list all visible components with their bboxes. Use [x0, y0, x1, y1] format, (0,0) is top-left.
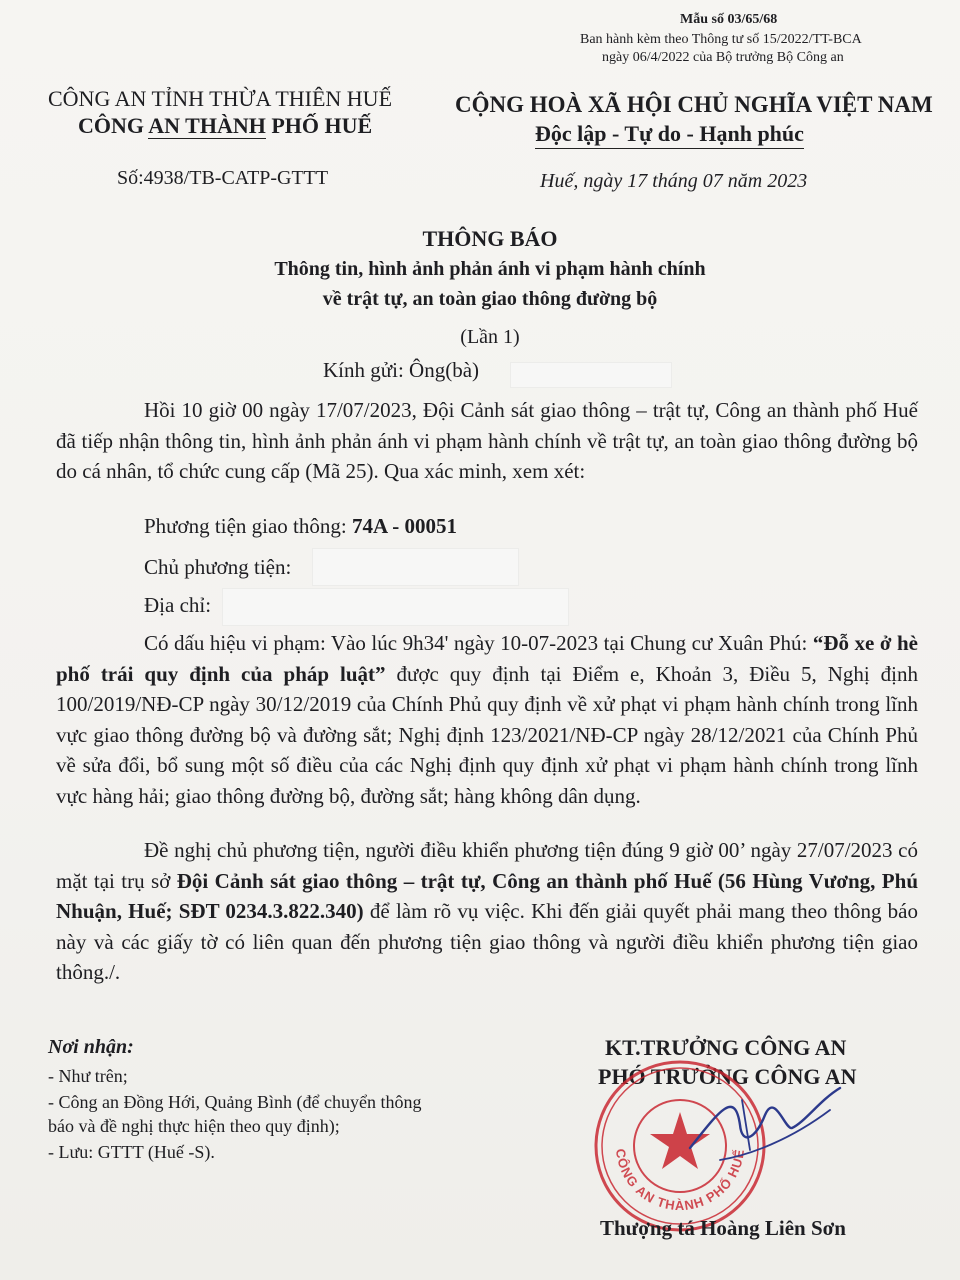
address-label: Địa chỉ:: [144, 593, 212, 617]
recipient-item-2b: báo và đề nghị thực hiện theo quy định);: [48, 1116, 340, 1136]
document-date: Huế, ngày 17 tháng 07 năm 2023: [540, 170, 808, 192]
form-reference-line2: ngày 06/4/2022 của Bộ trưởng Bộ Công an: [602, 50, 844, 65]
signer-name: Thượng tá Hoàng Liên Sơn: [600, 1216, 846, 1240]
signature-title-2: PHÓ TRƯỞNG CÔNG AN: [598, 1064, 857, 1089]
violation-text-a: Có dấu hiệu vi phạm: Vào lúc 9h34' ngày 10-07-2023 tại Chung cư Xuân Phú:: [144, 631, 813, 655]
issuer-agency-part2: AN THÀNH: [148, 113, 266, 138]
paragraph-request: [56, 835, 918, 988]
form-reference-line1: Ban hành kèm theo Thông tư số 15/2022/TT-BCA: [580, 32, 862, 47]
notice-subtitle-1: Thông tin, hình ảnh phản ánh vi phạm hành chính: [274, 258, 706, 280]
request-location: Đội Cảnh sát giao thông – trật tự, Công an thành phố Huế (56 Hùng Vương, Phú Nhuận, Huế; SĐT 0234.3.822.340): [56, 868, 918, 923]
issuer-agency-part1: CÔNG: [78, 113, 149, 138]
redacted-owner: [312, 548, 519, 586]
issuer-agency-part3: PHỐ HUẾ: [265, 113, 373, 138]
request-text-b: để làm rõ vụ việc. Khi đến giải quyết phải mang theo thông báo này và các giấy tờ có liên quan đến phương tiện giao thông và người điều khiển phương tiện giao thông./.: [56, 899, 918, 984]
recipient-label: Kính gửi: Ông(bà): [323, 358, 480, 382]
vehicle-label: Phương tiện giao thông:: [144, 514, 352, 538]
seal-text: CÔNG AN THÀNH PHỐ HUẾ: [612, 1147, 748, 1214]
recipient-item-2a: - Công an Đồng Hới, Quảng Bình (để chuyển thông: [48, 1092, 422, 1112]
notice-title: THÔNG BÁO: [422, 226, 558, 251]
vehicle-plate: 74A - 00051: [351, 514, 457, 538]
document-number: Số:4938/TB-CATP-GTTT: [117, 167, 329, 189]
recipients-heading: Nơi nhận:: [48, 1036, 134, 1058]
notice-times: (Lần 1): [460, 326, 520, 348]
national-name: CỘNG HOÀ XÃ HỘI CHỦ NGHĨA VIỆT NAM: [455, 92, 933, 117]
vehicle-line: [144, 514, 457, 539]
request-text-a: Đề nghị chủ phương tiện, người điều khiển phương tiện đúng 9 giờ 00’ ngày 27/07/2023 có mặt tại trụ sở: [56, 838, 918, 893]
paragraph-intro-text: Hồi 10 giờ 00 ngày 17/07/2023, Đội Cảnh sát giao thông – trật tự, Công an thành phố Huế đã tiếp nhận thông tin, hình ảnh phản ánh vi phạm hành chính về trật tự, an toàn giao thông đường bộ do cá nhân, tổ chức cung cấp (Mã 25). Qua xác minh, xem xét:: [56, 398, 918, 483]
recipient-item-3: - Lưu: GTTT (Huế -S).: [48, 1142, 215, 1162]
redacted-recipient-name: [510, 362, 672, 388]
paragraph-violation: [56, 628, 918, 811]
issuer-agency: [78, 113, 372, 139]
handwritten-signature: [680, 1070, 850, 1180]
recipient-item-1: - Như trên;: [48, 1066, 128, 1086]
signature-title-1: KT.TRƯỞNG CÔNG AN: [605, 1035, 847, 1060]
issuer-parent-agency: CÔNG AN TỈNH THỪA THIÊN HUẾ: [48, 86, 393, 111]
owner-label: Chủ phương tiện:: [144, 555, 292, 579]
paragraph-intro: [56, 395, 918, 487]
violation-description: “Đỗ xe ở hè phố trái quy định của pháp luật”: [56, 631, 918, 686]
violation-text-b: được quy định tại Điểm e, Khoản 3, Điều 5, Nghị định 100/2019/NĐ-CP ngày 30/12/2019 của Chính Phủ quy định về xử phạt vi phạm hành chính trong lĩnh vực giao thông đường bộ và đường sắt; Nghị định 123/2021/NĐ-CP ngày 28/12/2021 của Chính Phủ về sửa đổi, bổ sung một số điều của các Nghị định quy định xử phạt vi phạm hành chính trong lĩnh vực hàng hải; giao thông đường bộ, đường sắt; hàng không dân dụng.: [56, 661, 918, 808]
redacted-address: [222, 588, 569, 626]
notice-subtitle-2: về trật tự, an toàn giao thông đường bộ: [322, 288, 658, 310]
national-motto: Độc lập - Tự do - Hạnh phúc: [535, 121, 804, 149]
form-number: Mẫu số 03/65/68: [680, 12, 778, 27]
